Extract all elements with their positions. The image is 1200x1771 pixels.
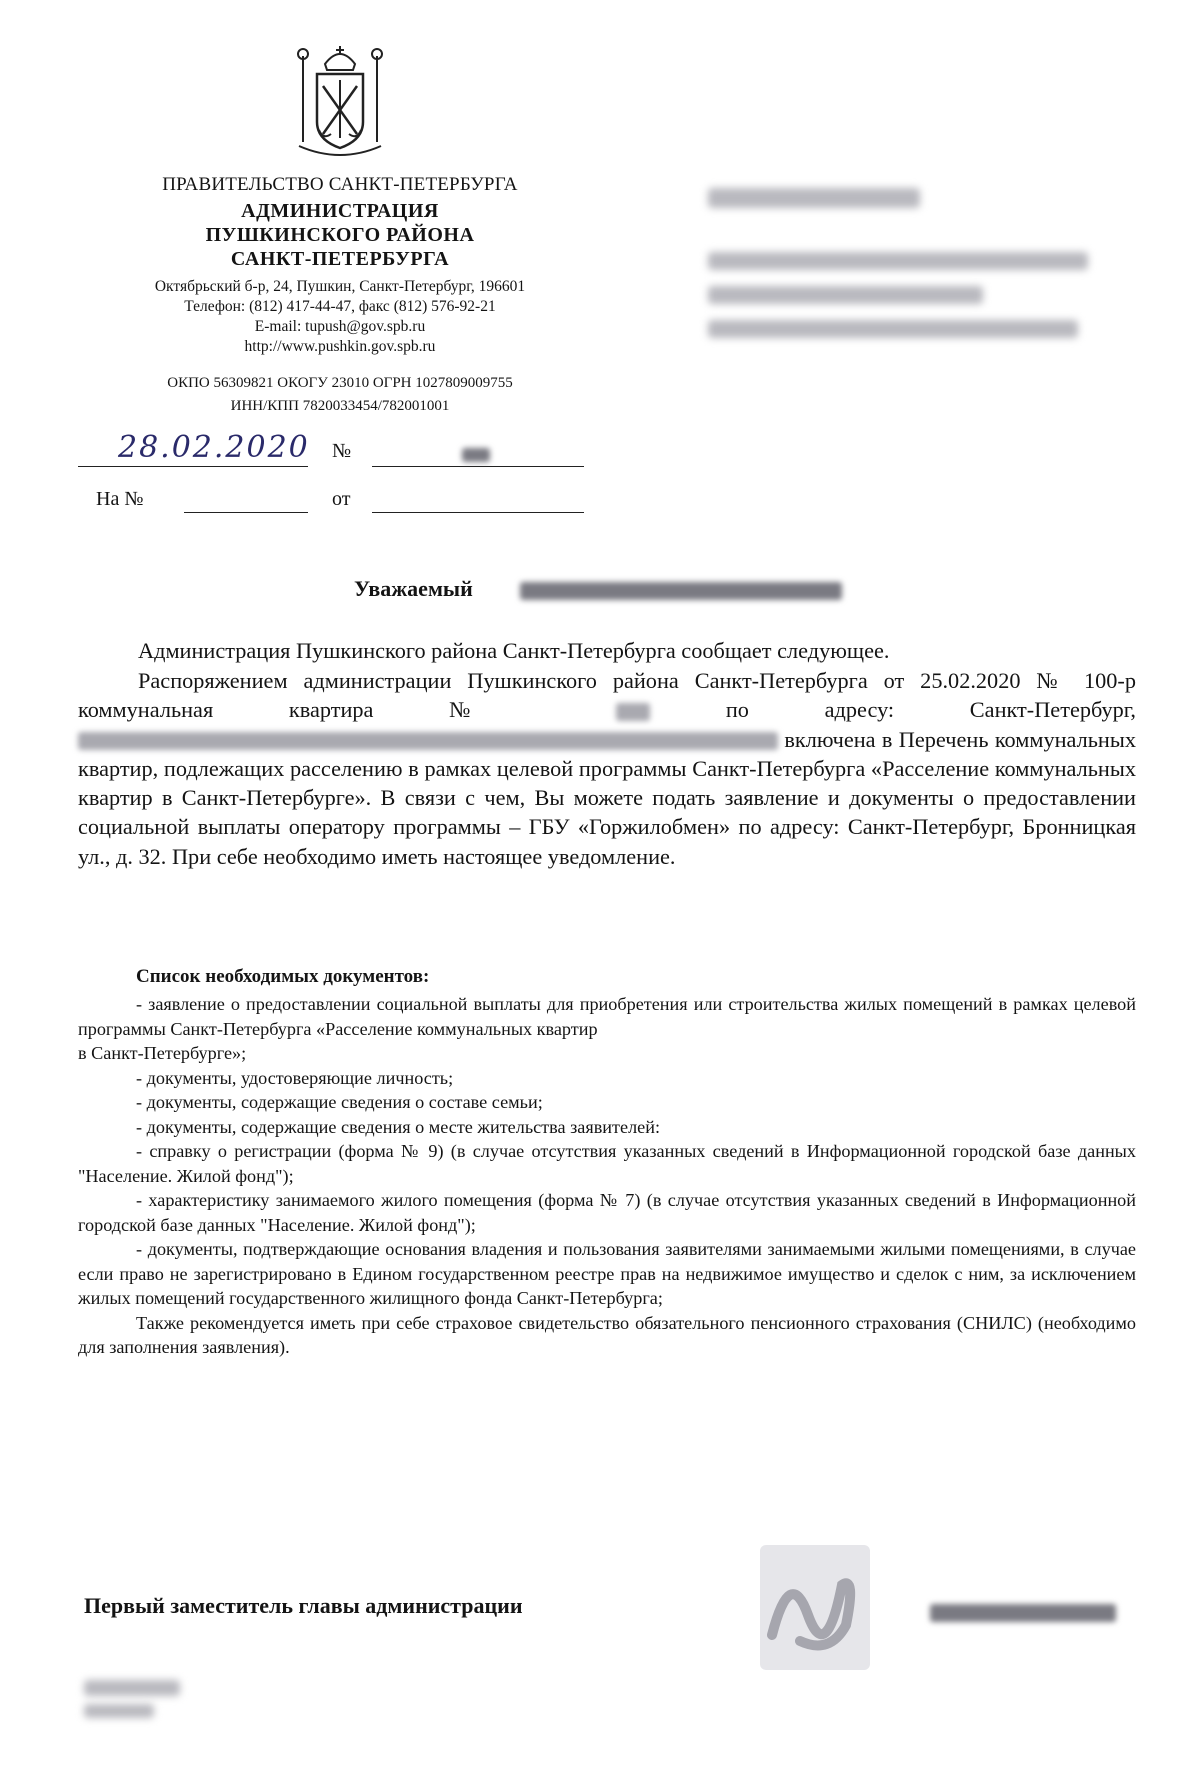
redacted-executor-name — [84, 1680, 180, 1696]
registry-codes: ОКПО 56309821 ОКОГУ 23010 ОГРН 1027809009755 — [167, 375, 513, 391]
documents-list-title: Список необходимых документов: — [136, 966, 430, 987]
paragraph-main — [78, 666, 1136, 871]
phone-fax: Телефон: (812) 417-44-47, факс (812) 576-92-21 — [184, 298, 496, 315]
redacted-street-address — [78, 732, 778, 750]
redacted-number — [462, 448, 490, 462]
date-underline — [78, 466, 308, 467]
administration-line-2: ПУШКИНСКОГО РАЙОНА — [205, 224, 475, 246]
paragraph-main-part-2: по адресу: Санкт-Петербург, — [725, 697, 1136, 723]
list-item: - характеристику занимаемого жилого помещения (форма № 7) (в случае отсутствия указанных сведений в Информационной городской базе данных "Население. Жилой фонд"); — [78, 1190, 1136, 1235]
email: E-mail: tupush@gov.spb.ru — [254, 318, 426, 335]
redacted-recipient-name — [708, 188, 920, 208]
list-item: - документы, содержащие сведения о месте жительства заявителей: — [136, 1116, 660, 1137]
address: Октябрьский б-р, 24, Пушкин, Санкт-Петербург, 196601 — [154, 278, 526, 295]
ref-number-label: На № — [96, 488, 144, 510]
redacted-signatory-name — [930, 1604, 1116, 1622]
handwritten-signature-icon — [760, 1545, 870, 1670]
documents-list — [78, 992, 1136, 1360]
redacted-recipient-address-2 — [708, 286, 983, 304]
redacted-recipient-address-1 — [708, 252, 1088, 270]
salutation: Уважаемый — [354, 576, 473, 601]
list-item: - документы, удостоверяющие личность; — [136, 1067, 454, 1088]
redacted-apartment-number — [616, 703, 650, 721]
number-underline — [372, 466, 584, 467]
website: http://www.pushkin.gov.spb.ru — [244, 338, 436, 355]
redacted-recipient-address-3 — [708, 320, 1078, 338]
government-title: ПРАВИТЕЛЬСТВО САНКТ-ПЕТЕРБУРГА — [162, 174, 518, 195]
handwritten-date: 28.02.2020 — [118, 430, 310, 465]
ref-number-underline — [184, 512, 308, 513]
redacted-recipient-fullname — [520, 582, 842, 600]
list-item: - заявление о предоставлении социальной выплаты для приобретения или строительства жилых помещений в рамках целевой программы Санкт-Петербурга «Расселение коммунальных квартир — [78, 994, 1136, 1039]
paragraph-main-part-1: Распоряжением администрации Пушкинского района Санкт-Петербурга от 25.02.2020 № 100-р коммунальная квартира № — [78, 668, 1136, 723]
closing-note: Также рекомендуется иметь при себе страховое свидетельство обязательного пенсионного страхования (СНИЛС) (необходимо для заполнения заявления). — [78, 1312, 1136, 1357]
administration-line-1: АДМИНИСТРАЦИЯ — [241, 200, 439, 222]
list-item-continuation: в Санкт-Петербурге»; — [78, 1043, 247, 1063]
signatory-title: Первый заместитель главы администрации — [84, 1593, 523, 1618]
paragraph-intro: Администрация Пушкинского района Санкт-Петербурга сообщает следующее. — [138, 638, 890, 663]
list-item: - документы, содержащие сведения о составе семьи; — [136, 1092, 543, 1112]
inn-kpp: ИНН/КПП 7820033454/782001001 — [230, 398, 450, 414]
coat-of-arms-icon — [285, 42, 395, 162]
from-underline — [372, 512, 584, 513]
administration-line-3: САНКТ-ПЕТЕРБУРГА — [230, 248, 450, 270]
redacted-executor-phone — [84, 1704, 154, 1718]
from-label: от — [332, 488, 351, 510]
number-label: № — [332, 440, 352, 462]
list-item: - справку о регистрации (форма № 9) (в случае отсутствия указанных сведений в Информационной городской базе данных "Население. Жилой фонд"); — [78, 1141, 1136, 1186]
list-item: - документы, подтверждающие основания владения и пользования заявителями занимаемыми жилыми помещениями, в случае если право не зарегистрировано в Едином государственном реестре прав на недвижимое имущество и сделок с ним, за исключением жилых помещений государственного жилищного фонда Санкт-Петербурга; — [78, 1239, 1136, 1308]
paragraph-main-part-3: включена в Перечень коммунальных квартир, подлежащих расселению в рамках целевой программы Санкт-Петербурга «Расселение коммунальных квартир в Санкт-Петербурге». В связи с чем, Вы можете подать заявление и документы о предоставлении социальной выплаты оператору программы – ГБУ «Горжилобмен» по адресу: Санкт-Петербург, Бронницкая ул., д. 32. При себе необходимо иметь настоящее уведомление. — [78, 726, 1136, 869]
